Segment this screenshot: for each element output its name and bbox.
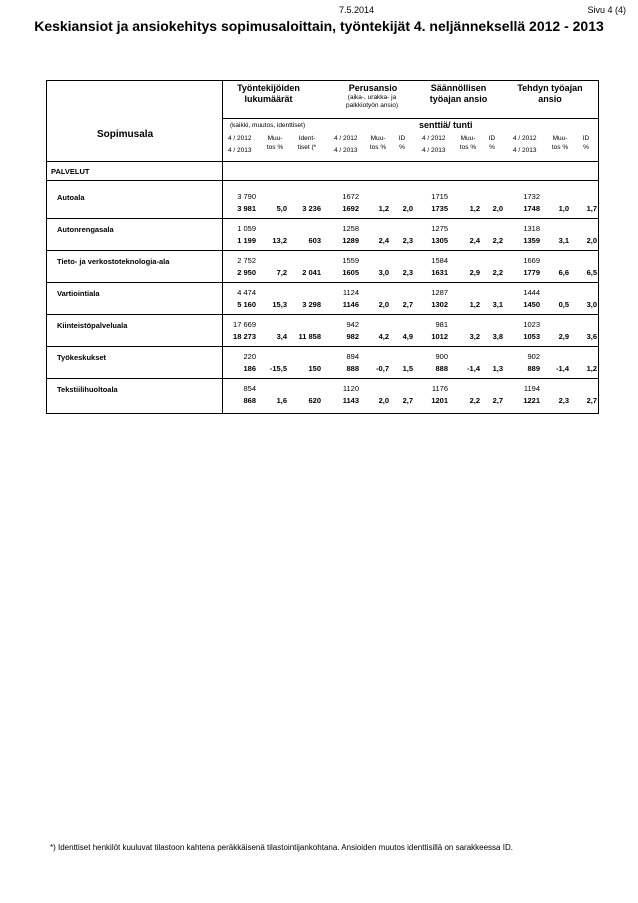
- table-cell-p2: 888: [346, 364, 359, 373]
- row-label: Tieto- ja verkostoteknologia-ala: [57, 257, 170, 266]
- page-title: Keskiansiot ja ansiokehitys sopimusaloittain, työntekijät 4. neljänneksellä 2012 - 2013: [34, 18, 604, 34]
- table-cell-ti: 3,0: [586, 300, 597, 309]
- table-cell-c3: 3,4: [276, 332, 287, 341]
- table-cell-t1: 1194: [523, 384, 540, 393]
- table-cell-c2: 186: [243, 364, 256, 373]
- subcol-change1-g2: Muu-: [370, 135, 386, 142]
- subcol-period1-g3: 4 / 2012: [422, 135, 446, 142]
- page-number: Sivu 4 (4): [587, 5, 626, 15]
- table-cell-c4: 3 298: [302, 300, 321, 309]
- table-cell-t2: 1221: [523, 396, 540, 405]
- page-date: 7.5.2014: [339, 5, 375, 15]
- footnote: *) Identtiset henkilöt kuuluvat tilastoon kahtena peräkkäisenä tilastointijankohtana. Ansioiden muutos identtisillä on sarakkeessa ID.: [50, 843, 513, 852]
- table-cell-s2: 1631: [431, 268, 448, 277]
- table-cell-sm: 1,2: [469, 204, 480, 213]
- table-cell-p2: 1143: [342, 396, 359, 405]
- group-header-regular-pay: Säännöllisen työajan ansio: [429, 83, 488, 104]
- subcol-id1-g2: ID: [398, 135, 406, 142]
- table-cell-c3: 1,6: [276, 396, 287, 405]
- table-cell-si: 2,2: [492, 236, 503, 245]
- table-cell-sm: 2,2: [469, 396, 480, 405]
- table-cell-tm: 2,9: [558, 332, 569, 341]
- table-cell-si: 2,7: [492, 396, 503, 405]
- table-cell-s1: 981: [435, 320, 448, 329]
- table-cell-t2: 1450: [523, 300, 540, 309]
- table-cell-s2: 1201: [431, 396, 448, 405]
- table-cell-pm: 4,2: [378, 332, 389, 341]
- table-cell-sm: 1,2: [469, 300, 480, 309]
- table-cell-tm: 3,1: [558, 236, 569, 245]
- section-label: PALVELUT: [51, 167, 90, 176]
- table-cell-t1: 1318: [523, 224, 540, 233]
- table-cell-s1: 1287: [431, 288, 448, 297]
- table-cell-sm: 2,9: [469, 268, 480, 277]
- table-cell-t1: 902: [527, 352, 540, 361]
- table-cell-p1: 1120: [342, 384, 359, 393]
- table-cell-p2: 1605: [342, 268, 359, 277]
- subcol-period2-g1: 4 / 2013: [228, 147, 252, 154]
- table-cell-s1: 1176: [431, 384, 448, 393]
- data-table: [46, 80, 599, 414]
- table-cell-si: 3,8: [492, 332, 503, 341]
- table-cell-c4: 3 236: [302, 204, 321, 213]
- subcol-ident2-g1: tiset (*: [297, 144, 317, 151]
- row-label: Autonrengasala: [57, 225, 114, 234]
- table-cell-p1: 1672: [342, 192, 359, 201]
- row-header-label: Sopimusala: [97, 129, 154, 140]
- subcol-period2-g4: 4 / 2013: [513, 147, 537, 154]
- row-divider: [47, 250, 598, 251]
- subcol-id1-g4: ID: [582, 135, 590, 142]
- table-cell-c1: 17 669: [233, 320, 256, 329]
- subcol-change2-g2: tos %: [369, 144, 387, 151]
- table-cell-pi: 2,3: [402, 236, 413, 245]
- table-cell-sm: 3,2: [469, 332, 480, 341]
- table-cell-pi: 2,3: [402, 268, 413, 277]
- subcol-id2-g4: %: [583, 144, 589, 151]
- table-cell-c3: 13,2: [272, 236, 287, 245]
- table-cell-pm: -0,7: [376, 364, 389, 373]
- table-cell-c1: 2 752: [237, 256, 256, 265]
- table-cell-pi: 2,7: [402, 300, 413, 309]
- table-cell-p2: 1146: [342, 300, 359, 309]
- group-note-employees: (kaikki, muutos, identtiset): [230, 122, 306, 129]
- table-cell-t2: 1748: [523, 204, 540, 213]
- subcol-period1-g1: 4 / 2012: [228, 135, 252, 142]
- table-cell-ti: 1,7: [586, 204, 597, 213]
- table-cell-pm: 2,0: [378, 300, 389, 309]
- row-divider: [47, 314, 598, 315]
- table-cell-t2: 1359: [523, 236, 540, 245]
- subcol-id1-g3: ID: [488, 135, 496, 142]
- table-cell-c4: 150: [308, 364, 321, 373]
- row-divider: [47, 218, 598, 219]
- table-cell-p1: 1124: [342, 288, 359, 297]
- subcol-id2-g3: %: [489, 144, 495, 151]
- table-cell-ti: 2,7: [586, 396, 597, 405]
- table-cell-ti: 2,0: [586, 236, 597, 245]
- subcol-period2-g2: 4 / 2013: [334, 147, 358, 154]
- table-cell-p1: 894: [346, 352, 359, 361]
- table-cell-c4: 620: [308, 396, 321, 405]
- table-cell-c1: 220: [243, 352, 256, 361]
- table-cell-t2: 889: [527, 364, 540, 373]
- group-header-worked-pay: Tehdyn työajan ansio: [517, 83, 583, 104]
- table-cell-t1: 1669: [523, 256, 540, 265]
- table-cell-s1: 1584: [431, 256, 448, 265]
- table-cell-tm: -1,4: [556, 364, 569, 373]
- table-cell-c4: 2 041: [302, 268, 321, 277]
- table-cell-pm: 1,2: [378, 204, 389, 213]
- table-cell-pi: 2,7: [402, 396, 413, 405]
- row-divider: [47, 346, 598, 347]
- table-cell-pi: 4,9: [402, 332, 413, 341]
- group-header-employees: Työntekijöiden lukumäärät: [237, 83, 300, 104]
- row-label: Työkeskukset: [57, 353, 107, 362]
- unit-label: senttiä/ tunti: [419, 120, 473, 130]
- table-cell-c4: 603: [308, 236, 321, 245]
- subheader-divider: [222, 118, 598, 119]
- table-cell-s1: 1715: [431, 192, 448, 201]
- table-cell-pm: 2,4: [378, 236, 389, 245]
- subcol-change2-g3: tos %: [459, 144, 477, 151]
- table-cell-sm: -1,4: [467, 364, 480, 373]
- table-cell-p1: 1559: [342, 256, 359, 265]
- table-cell-c1: 4 474: [237, 288, 256, 297]
- table-cell-tm: 2,3: [558, 396, 569, 405]
- table-cell-c2: 5 160: [237, 300, 256, 309]
- table-cell-c4: 11 858: [298, 332, 321, 341]
- row-label: Autoala: [57, 193, 85, 202]
- row-label: Vartiointiala: [57, 289, 100, 298]
- table-cell-si: 2,2: [492, 268, 503, 277]
- subcol-change1-g3: Muu-: [460, 135, 476, 142]
- subcol-change1-g4: Muu-: [552, 135, 568, 142]
- row-divider: [47, 378, 598, 379]
- table-cell-c3: 15,3: [272, 300, 287, 309]
- table-cell-s1: 1275: [431, 224, 448, 233]
- subcol-change2-g1: tos %: [266, 144, 284, 151]
- table-cell-c2: 868: [243, 396, 256, 405]
- table-cell-s2: 1735: [431, 204, 448, 213]
- table-cell-si: 1,3: [492, 364, 503, 373]
- table-cell-c1: 3 790: [237, 192, 256, 201]
- table-cell-s2: 1302: [431, 300, 448, 309]
- subcol-period2-g3: 4 / 2013: [422, 147, 446, 154]
- table-cell-s2: 1012: [431, 332, 448, 341]
- table-cell-p1: 942: [346, 320, 359, 329]
- table-cell-tm: 1,0: [558, 204, 569, 213]
- table-cell-t2: 1053: [523, 332, 540, 341]
- table-cell-ti: 1,2: [586, 364, 597, 373]
- table-cell-c2: 2 950: [237, 268, 256, 277]
- subcol-period1-g4: 4 / 2012: [513, 135, 537, 142]
- table-cell-c3: 7,2: [276, 268, 287, 277]
- table-cell-tm: 0,5: [558, 300, 569, 309]
- subcol-ident1-g1: Ident-: [298, 135, 316, 142]
- table-cell-p1: 1258: [342, 224, 359, 233]
- table-cell-s2: 888: [435, 364, 448, 373]
- table-cell-p2: 982: [346, 332, 359, 341]
- table-cell-t2: 1779: [523, 268, 540, 277]
- table-cell-sm: 2,4: [469, 236, 480, 245]
- table-cell-p2: 1692: [342, 204, 359, 213]
- table-cell-si: 2,0: [492, 204, 503, 213]
- table-cell-pm: 3,0: [378, 268, 389, 277]
- table-cell-p2: 1289: [342, 236, 359, 245]
- table-cell-t1: 1444: [523, 288, 540, 297]
- group-note-base-pay: (aika-, urakka- ja palkkiotyön ansio): [345, 94, 399, 109]
- row-label: Tekstiilihuoltoala: [57, 385, 118, 394]
- subcol-change2-g4: tos %: [551, 144, 569, 151]
- subcol-id2-g2: %: [399, 144, 405, 151]
- table-cell-c2: 3 981: [237, 204, 256, 213]
- header-divider: [47, 161, 598, 162]
- subcol-change1-g1: Muu-: [267, 135, 283, 142]
- table-cell-t1: 1732: [523, 192, 540, 201]
- subcol-period1-g2: 4 / 2012: [334, 135, 358, 142]
- table-cell-c2: 1 199: [237, 236, 256, 245]
- section-divider: [47, 180, 598, 181]
- table-cell-c2: 18 273: [233, 332, 256, 341]
- table-cell-si: 3,1: [492, 300, 503, 309]
- table-cell-ti: 3,6: [586, 332, 597, 341]
- table-cell-c3: -15,5: [269, 364, 287, 373]
- table-cell-s1: 900: [435, 352, 448, 361]
- table-cell-c1: 854: [243, 384, 256, 393]
- table-cell-tm: 6,6: [558, 268, 569, 277]
- row-divider: [47, 282, 598, 283]
- table-cell-t1: 1023: [523, 320, 540, 329]
- table-cell-pm: 2,0: [378, 396, 389, 405]
- table-cell-s2: 1305: [431, 236, 448, 245]
- table-cell-pi: 1,5: [402, 364, 413, 373]
- group-header-base-pay: Perusansio: [348, 83, 398, 93]
- table-cell-c1: 1 059: [237, 224, 256, 233]
- table-cell-ti: 6,5: [586, 268, 597, 277]
- row-label: Kiinteistöpalveluala: [57, 321, 128, 330]
- table-cell-pi: 2,0: [402, 204, 413, 213]
- table-cell-c3: 5,0: [276, 204, 287, 213]
